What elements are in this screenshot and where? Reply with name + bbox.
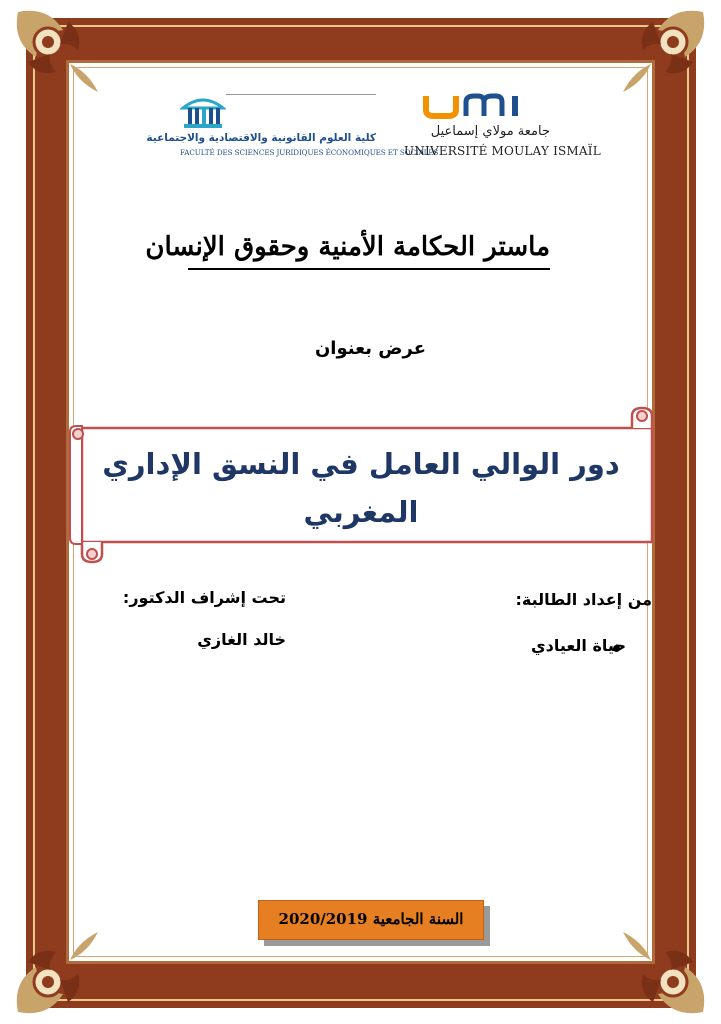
faculty-name-ar: كلية العلوم القانونية والاقتصادية والاجتماعية: [146, 132, 376, 144]
university-name-fr: UNIVERSITÉ MOULAY ISMAÏL: [404, 144, 601, 158]
presentation-label: عرض بعنوان: [314, 338, 426, 359]
supervisor-label: تحت إشراف الدكتور:: [122, 588, 286, 607]
student-label: من إعداد الطالبة:: [515, 590, 652, 609]
university-logo: [404, 92, 601, 166]
faculty-building-icon: [180, 94, 226, 130]
master-title-underline: [188, 268, 550, 270]
supervisor-name: خالد الغازي: [197, 630, 286, 649]
corner-ornament-icon: [603, 2, 713, 112]
umi-logo-icon: [420, 92, 540, 120]
faculty-logo: [146, 94, 439, 166]
corner-ornament-icon: [8, 2, 118, 112]
academic-year: السنة الجامعية 2020/2019: [278, 910, 464, 928]
faculty-name-fr: FACULTÉ DES SCIENCES JURIDIQUES ÉCONOMIQUES ET SOCIALES: [180, 148, 439, 157]
academic-year-box: [258, 900, 484, 940]
student-name: حياة العيادي: [530, 636, 626, 655]
university-name-ar: جامعة مولاي إسماعيل: [430, 124, 550, 139]
main-title: دور الوالي العامل في النسق الإداري المغربي: [102, 447, 620, 529]
corner-ornament-icon: [8, 912, 118, 1022]
corner-ornament-icon: [603, 912, 713, 1022]
master-title: ماستر الحكامة الأمنية وحقوق الإنسان: [145, 232, 550, 262]
title-scroll: [66, 404, 666, 566]
logo-rule: [226, 94, 376, 95]
